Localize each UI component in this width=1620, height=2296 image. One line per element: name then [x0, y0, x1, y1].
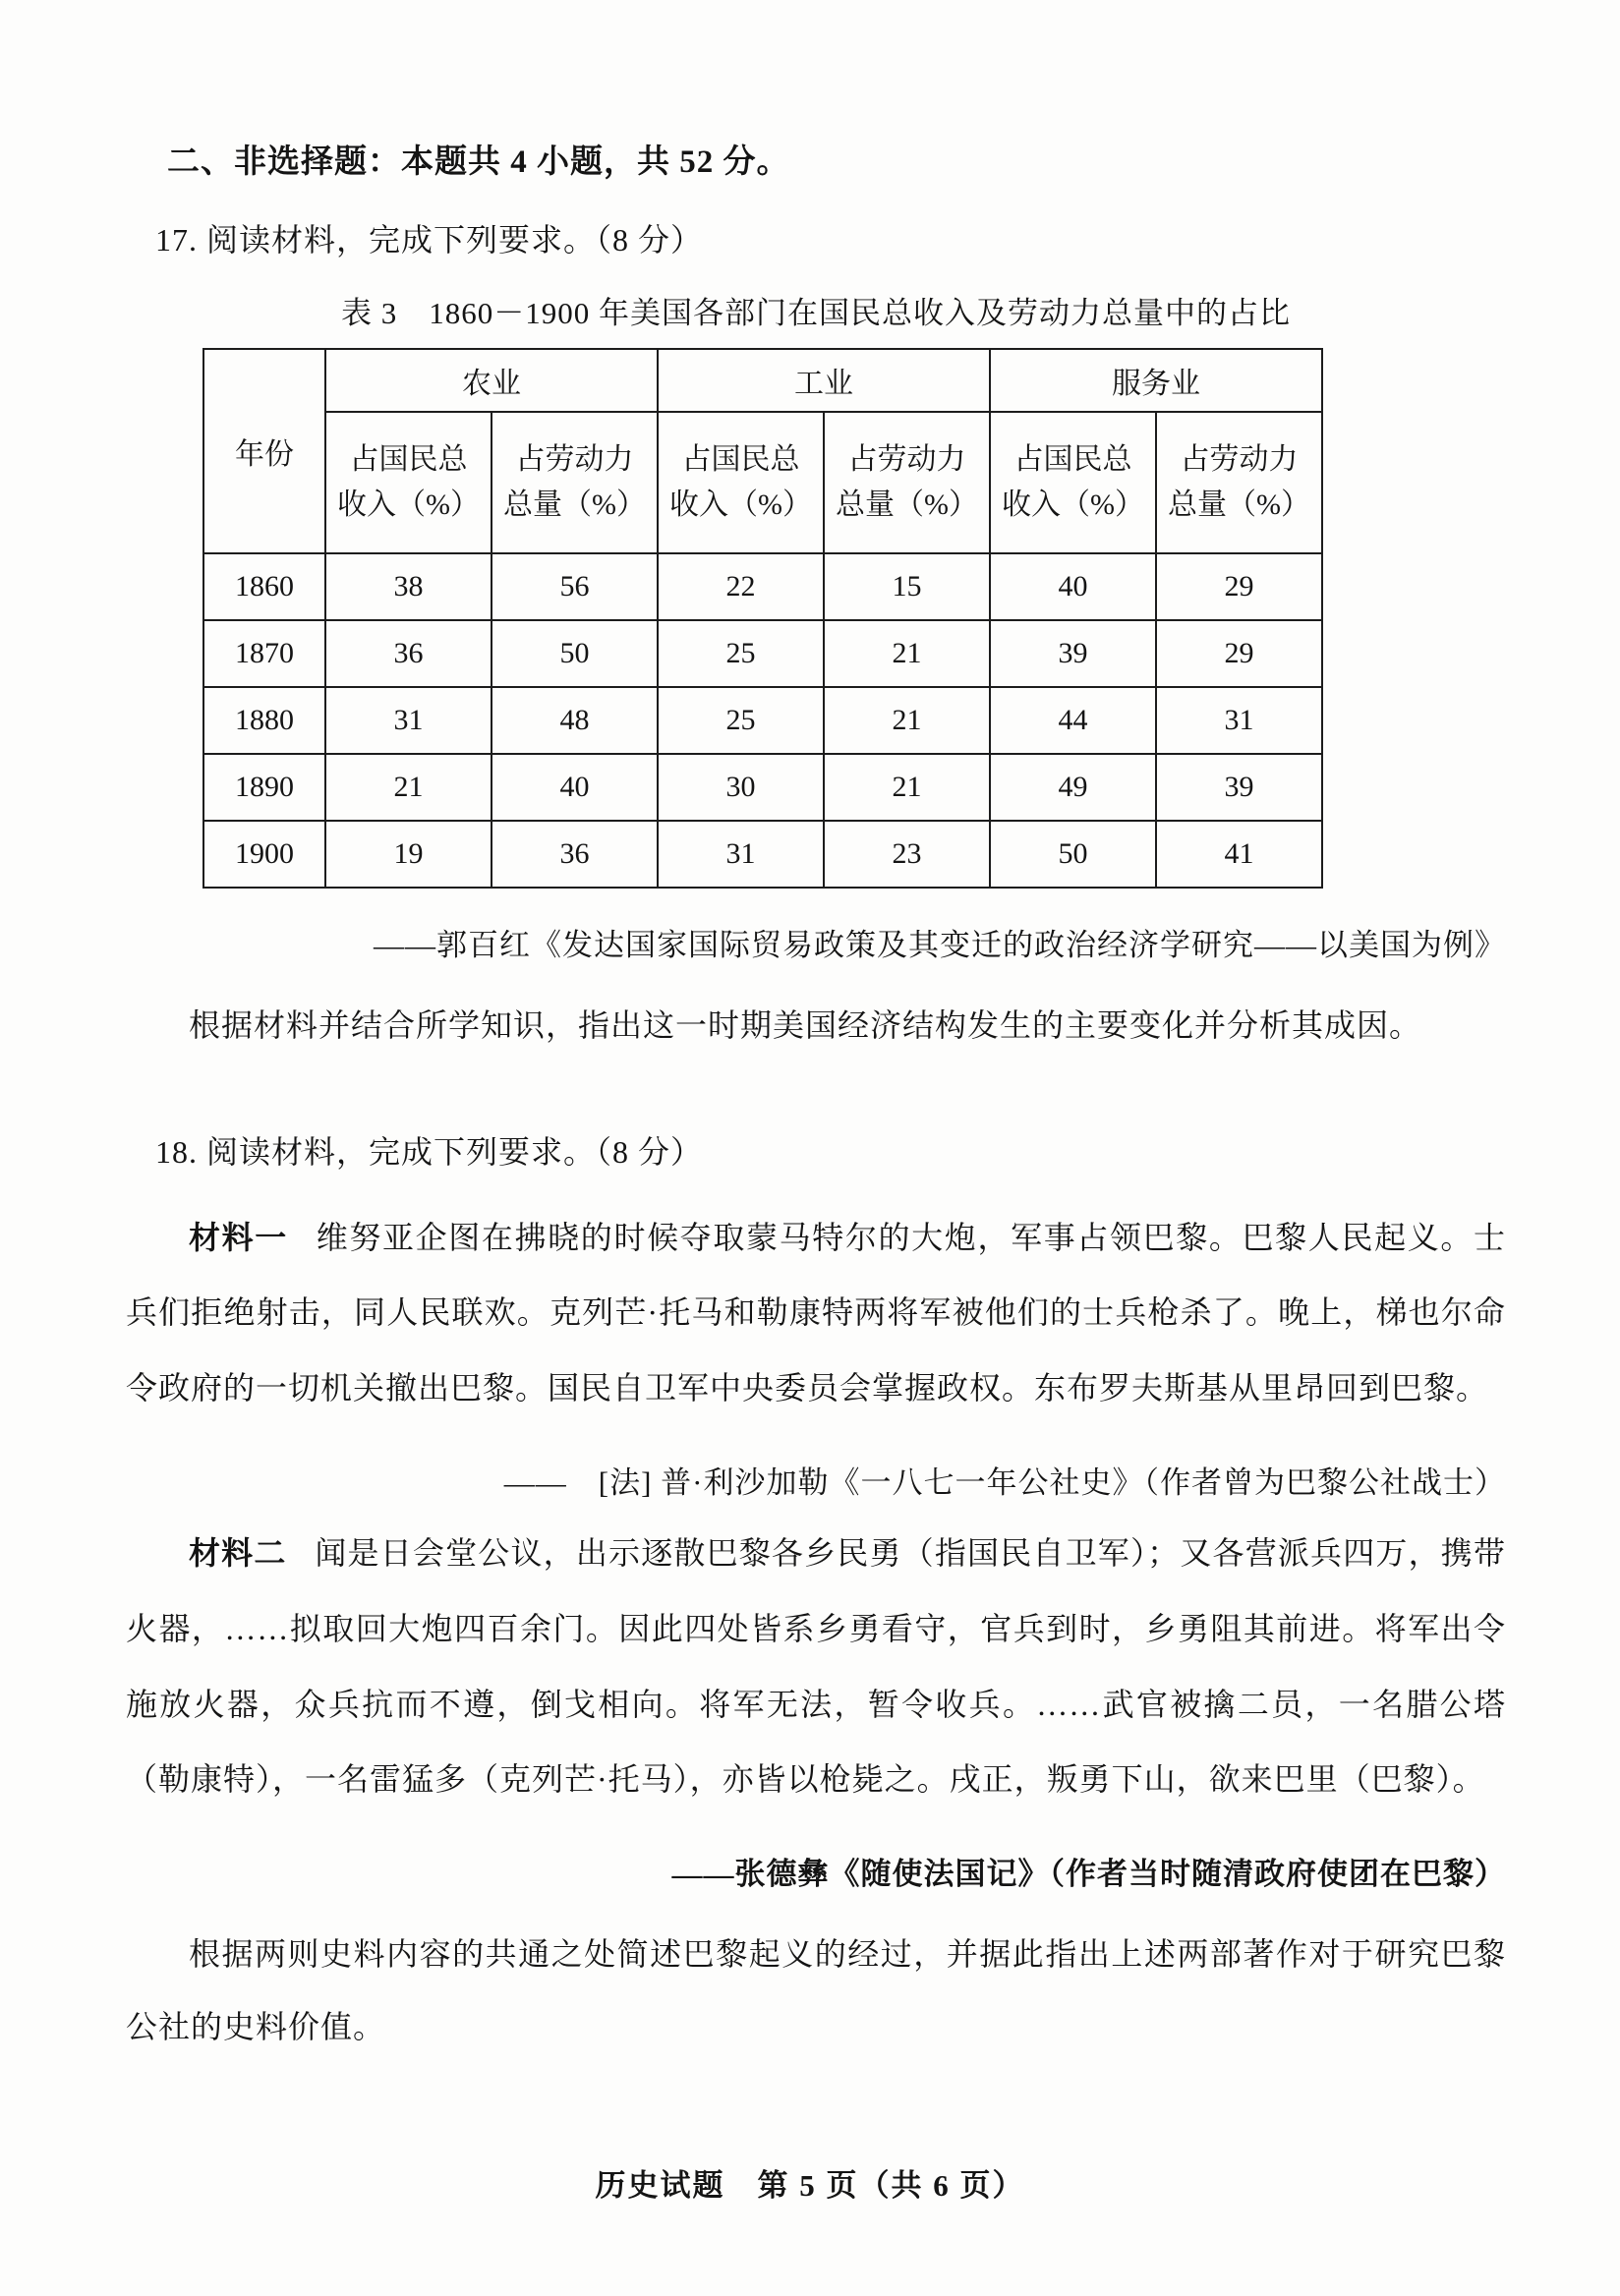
group-header-agriculture: 农业	[325, 349, 658, 412]
value-cell: 39	[990, 620, 1156, 687]
year-cell: 1880	[203, 687, 325, 754]
value-cell: 38	[325, 553, 492, 620]
table-row	[203, 620, 1322, 687]
sub-header-line: 占劳动力	[1180, 442, 1299, 476]
value-cell: 50	[990, 821, 1156, 888]
sub-header-line: 总量（%）	[1168, 488, 1310, 521]
value-cell: 39	[1156, 754, 1322, 821]
value-cell: 21	[824, 687, 990, 754]
sub-header-line: 占国民总	[1013, 442, 1132, 476]
material-2-source: ——张德彝《随使法国记》（作者当时随清政府使团在巴黎）	[671, 1857, 1506, 1892]
value-cell: 36	[492, 821, 658, 888]
material-2-text: 闻是日会堂公议，出示逐散巴黎各乡民勇（指国民自卫军）；又各营派兵四万，携带火器，……拟取回大炮四百余门。因此四处皆系乡勇看守，官兵到时，乡勇阻其前进。将军出令施放火器，众兵抗而不遵，倒戈相向。将军无法，暂令收兵。……武官被擒二员，一名腊公塔（勒康特），一名雷猛多（克列芒·托马），亦皆以枪毙之。戌正，叛勇下山，欲来巴里（巴黎）。	[126, 1534, 1506, 1798]
value-cell: 50	[492, 620, 658, 687]
value-cell: 48	[492, 687, 658, 754]
question-18-block	[126, 1127, 1506, 2064]
table-row	[203, 821, 1322, 888]
value-cell: 56	[492, 553, 658, 620]
table-sub-header-row	[203, 412, 1322, 553]
question-17-source: ——郭百红《发达国家国际贸易政策及其变迁的政治经济学研究——以美国为例》	[374, 928, 1506, 962]
value-cell: 40	[492, 754, 658, 821]
year-cell: 1860	[203, 553, 325, 620]
material-1-paragraph	[126, 1200, 1506, 1426]
question-17-task: 根据材料并结合所学知识，指出这一时期美国经济结构发生的主要变化并分析其成因。	[189, 1007, 1422, 1043]
value-cell: 21	[824, 754, 990, 821]
material-1-label: 材料一	[189, 1219, 288, 1255]
year-cell: 1900	[203, 821, 325, 888]
material-2-label: 材料二	[189, 1534, 287, 1571]
table-body	[203, 553, 1322, 888]
sub-header-line: 收入（%）	[669, 488, 812, 521]
question-18-task: 根据两则史料内容的共通之处简述巴黎起义的经过，并据此指出上述两部著作对于研究巴黎公社的史料价值。	[126, 1936, 1506, 2044]
value-cell: 44	[990, 687, 1156, 754]
sub-header-agri-income	[325, 412, 492, 553]
sub-header-serv-labor	[1156, 412, 1322, 553]
table-caption: 表 3 1860－1900 年美国各部门在国民总收入及劳动力总量中的占比	[341, 296, 1291, 330]
sub-header-line: 占国民总	[349, 442, 468, 476]
sub-header-line: 占国民总	[681, 442, 800, 476]
value-cell: 31	[658, 821, 824, 888]
sub-header-indus-income	[658, 412, 824, 553]
question-17-prompt: 17. 阅读材料，完成下列要求。（8 分）	[155, 222, 704, 258]
sub-header-line: 占劳动力	[515, 442, 634, 476]
sub-header-line: 总量（%）	[503, 488, 646, 521]
sub-header-agri-labor	[492, 412, 658, 553]
material-1-text: 维努亚企图在拂晓的时候夺取蒙马特尔的大炮，军事占领巴黎。巴黎人民起义。士兵们拒绝射击，同人民联欢。克列芒·托马和勒康特两将军被他们的士兵枪杀了。晚上，梯也尔命令政府的一切机关撤出巴黎。国民自卫军中央委员会掌握政权。东布罗夫斯基从里昂回到巴黎。	[126, 1219, 1506, 1406]
year-cell: 1870	[203, 620, 325, 687]
sector-share-table	[202, 348, 1323, 889]
value-cell: 49	[990, 754, 1156, 821]
value-cell: 29	[1156, 620, 1322, 687]
sub-header-line: 占劳动力	[847, 442, 966, 476]
sub-header-line: 收入（%）	[337, 488, 480, 521]
material-1-source: —— [法] 普·利沙加勒《一八七一年公社史》（作者曾为巴黎公社战士）	[503, 1464, 1506, 1500]
group-header-industry: 工业	[658, 349, 990, 412]
value-cell: 36	[325, 620, 492, 687]
sub-header-indus-labor	[824, 412, 990, 553]
value-cell: 23	[824, 821, 990, 888]
value-cell: 29	[1156, 553, 1322, 620]
question-18-prompt: 18. 阅读材料，完成下列要求。（8 分）	[155, 1133, 704, 1170]
value-cell: 40	[990, 553, 1156, 620]
sub-header-line: 收入（%）	[1002, 488, 1144, 521]
sub-header-serv-income	[990, 412, 1156, 553]
value-cell: 22	[658, 553, 824, 620]
material-2-paragraph	[126, 1516, 1506, 1817]
table-row	[203, 754, 1322, 821]
value-cell: 15	[824, 553, 990, 620]
value-cell: 25	[658, 620, 824, 687]
value-cell: 21	[824, 620, 990, 687]
value-cell: 31	[1156, 687, 1322, 754]
value-cell: 21	[325, 754, 492, 821]
value-cell: 19	[325, 821, 492, 888]
sub-header-line: 总量（%）	[836, 488, 978, 521]
value-cell: 30	[658, 754, 824, 821]
value-cell: 31	[325, 687, 492, 754]
page-footer: 历史试题 第 5 页（共 6 页）	[595, 2168, 1025, 2203]
table-row	[203, 687, 1322, 754]
year-cell: 1890	[203, 754, 325, 821]
table-group-header-row	[203, 349, 1322, 412]
group-header-services: 服务业	[990, 349, 1322, 412]
value-cell: 25	[658, 687, 824, 754]
table-row	[203, 553, 1322, 620]
exam-page-content	[126, 136, 1506, 2063]
value-cell: 41	[1156, 821, 1322, 888]
year-column-header: 年份	[203, 349, 325, 553]
section-header: 二、非选择题：本题共 4 小题，共 52 分。	[167, 144, 790, 180]
